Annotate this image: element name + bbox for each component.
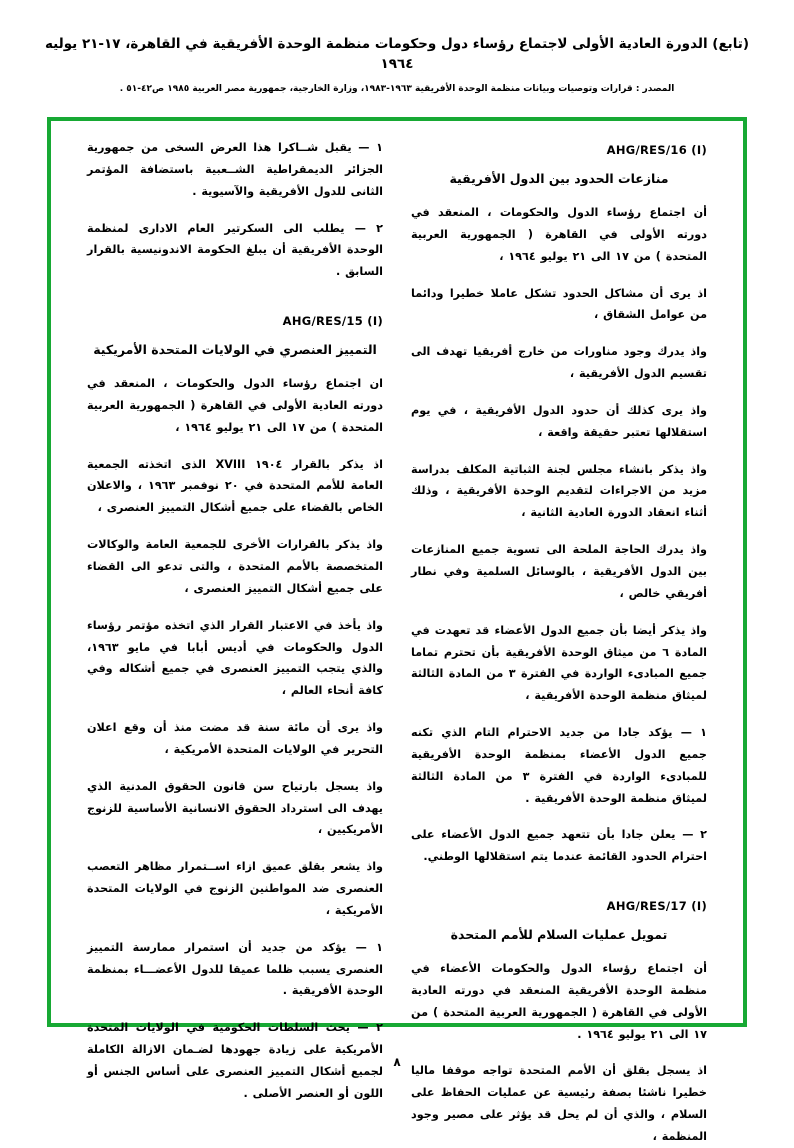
paragraph: ٢ — يطلب الى السكرتير العام الادارى لمنظمة الوحدة الأفريقية أن يبلغ الحكومة الاندونيسية بالقرار السابق . [87, 221, 383, 279]
column-right [397, 137, 721, 1143]
paragraph: واذ يشعر بقلق عميق ازاء اســتمرار مظاهر التعصب العنصرى ضد المواطنين الزنوج في الولايات المتحدة الأمريكية ، [87, 860, 383, 917]
column-left [73, 137, 397, 1100]
paragraph: ٢ — يحث السلطات الحكومية في الولايات المتحدة الأمريكية على زيادة جهودها لضـمان الازالة الكاملة لجميع أشكال التمييز العنصرى على أساس الجنس أو اللون أو العنصر الأصلى . [87, 1021, 383, 1100]
resolution-title-15: التمييز العنصري في الولايات المتحدة الأمريكية [93, 342, 377, 358]
resolution-id-17: AHG/RES/17 (I) [606, 899, 707, 914]
paragraph: واذ يرى كذلك أن حدود الدول الأفريقية ، في يوم استقلالها تعتبر حقيقة واقعة ، [411, 403, 707, 439]
paragraph: واذ يذكر بانشاء مجلس لجنة الثباتية المكلف بدراسة مزيد من الاجراءات لتقديم الوحدة الأفريقية ، وذلك أثناء انعقاد الدورة العادية الثانية ، [411, 462, 707, 520]
paragraph: ١ — يؤكد جادا من جديد الاحترام التام الذي تكنه جميع الدول الأعضاء بمنظمة الوحدة الأفريقية للمبادىء الواردة في الفترة ٣ من المادة الثالثة لميثاق منظمة الوحدة الأفريقية . [411, 726, 707, 805]
paragraph: اذ يسجل بقلق أن الأمم المتحدة تواجه موقفا ماليا خطيرا ناشئا بصفة رئيسية عن عمليات الحفاظ على السلام ، والذي أن لم يحل قد يؤثر على مصير وجود المنظمة ، [411, 1064, 707, 1143]
paragraph: اذ يذكر بالقرار ١٩٠٤ XVIII الذى اتخذته الجمعية العامة للأمم المتحدة في ٢٠ نوفمبر ١٩٦٣ ، والاعلان الخاص بالقضاء على جميع أشكال التمييز العنصرى ، [87, 457, 384, 515]
paragraph: واذ يذكر أيضا بأن جميع الدول الأعضاء قد تعهدت في المادة ٦ من ميثاق الوحدة الأفريقية بأن تحترم تماما جميع المبادىء الواردة في الفترة ٣ من المادة الثالثة لميثاق منظمة الوحدة الأفريقية ، [411, 623, 708, 703]
paragraph: واذ يسجل بارتياح سن قانون الحقوق المدنية الذي يهدف الى استرداد الحقوق الانسانية الأساسية للزنوج الأمريكيين ، [87, 779, 383, 837]
paragraph: واذ يرى أن مائة سنة قد مضت منذ أن وقع اعلان التحرير في الولايات المتحدة الأمريكية ، [87, 721, 383, 756]
content-frame [47, 117, 747, 1143]
paragraph: واذ يدرك وجود مناورات من خارج أفريقيا تهدف الى تقسيم الدول الأفريقية ، [411, 345, 707, 381]
resolution-id-15: AHG/RES/15 (I) [282, 314, 383, 329]
two-column-layout [51, 121, 743, 1143]
paragraph: أن اجتماع رؤساء الدول والحكومات الأعضاء في منظمة الوحدة الأفريقية المنعقد في دورته العادية الأولى في القاهرة ( الجمهورية العربية المتحدة ) من ١٧ الى ٢١ يوليو ١٩٦٤ . [411, 962, 707, 1041]
paragraph: ١ — يؤكد من جديد أن استمرار ممارسة التمييز العنصرى يسبب ظلما عميقا للدول الأعضـــاء بمنظمة الوحدة الأفريقية . [87, 940, 383, 998]
page-number: ٨ [393, 1055, 401, 1069]
resolution-title-17: تمويل عمليات السلام للأمم المتحدة [450, 927, 668, 943]
section-spacer [411, 883, 707, 893]
paragraph: اذ يرى أن مشاكل الحدود تشكل عاملا خطيرا ودائما من عوامل الشقاق ، [411, 286, 707, 322]
paragraph: ١ — يقبل شــاكرا هذا العرض السخى من جمهورية الجزائر الديمقراطية الشــعبية باستضافة المؤتمر الثانى للدول الأفريقية والآسيوية . [87, 141, 383, 198]
paragraph: واذ يذكر بالقرارات الأخرى للجمعية العامة والوكالات المتخصصة بالأمم المتحدة ، والتى تدعو الى القضاء على جميع أشكال التمييز العنصرى ، [87, 538, 383, 595]
resolution-title-16: منازعات الحدود بين الدول الأفريقية [449, 171, 669, 186]
resolution-id-16: AHG/RES/16 (I) [606, 143, 707, 157]
page-title: (تابع) الدورة العادية الأولى لاجتماع رؤساء دول وحكومات منظمة الوحدة الأفريقية في القاهرة، ١٧-٢١ يوليه ١٩٦٤ [44, 36, 750, 73]
page-header [0, 0, 794, 94]
paragraph: ان اجتماع رؤساء الدول والحكومات ، المنعقد في دورته العادية الأولى في القاهرة ( الجمهورية العربية المتحدة ) من ١٧ الى ٢١ يوليو ١٩٦٤ ، [87, 377, 383, 434]
paragraph: واذ يدرك الحاجة الملحة الى تسوية جميع المنازعات بين الدول الأفريقية ، بالوسائل السلمية وفي نطار أفريقي خالص ، [411, 543, 707, 600]
section-spacer [87, 298, 383, 308]
paragraph: ٢ — يعلن جادا بأن تتعهد جميع الدول الأعضاء على احترام الحدود القائمة عندما يتم استقلالها الوطني. [411, 828, 707, 864]
page-source-note: المصدر : قرارات وتوصيات وبيانات منظمة الوحدة الأفريقية ١٩٦٣-١٩٨٣، وزارة الخارجية، جمهورية مصر العربية ١٩٨٥ ص٤٢-٥١ . [119, 83, 675, 94]
paragraph: أن اجتماع رؤساء الدول والحكومات ، المنعقد في دورته الأولى في القاهرة ( الجمهورية العربية المتحدة ) من ١٧ الى ٢١ يوليو ١٩٦٤ ، [411, 206, 707, 263]
paragraph: واذ يأخذ في الاعتبار القرار الذي اتخذه مؤتمر رؤساء الدول والحكومات في أديس أبابا في مايو ١٩٦٣، والذي يتجب التمييز العنصرى في جميع أشكاله وفي كافة أنحاء العالم ، [87, 618, 383, 698]
